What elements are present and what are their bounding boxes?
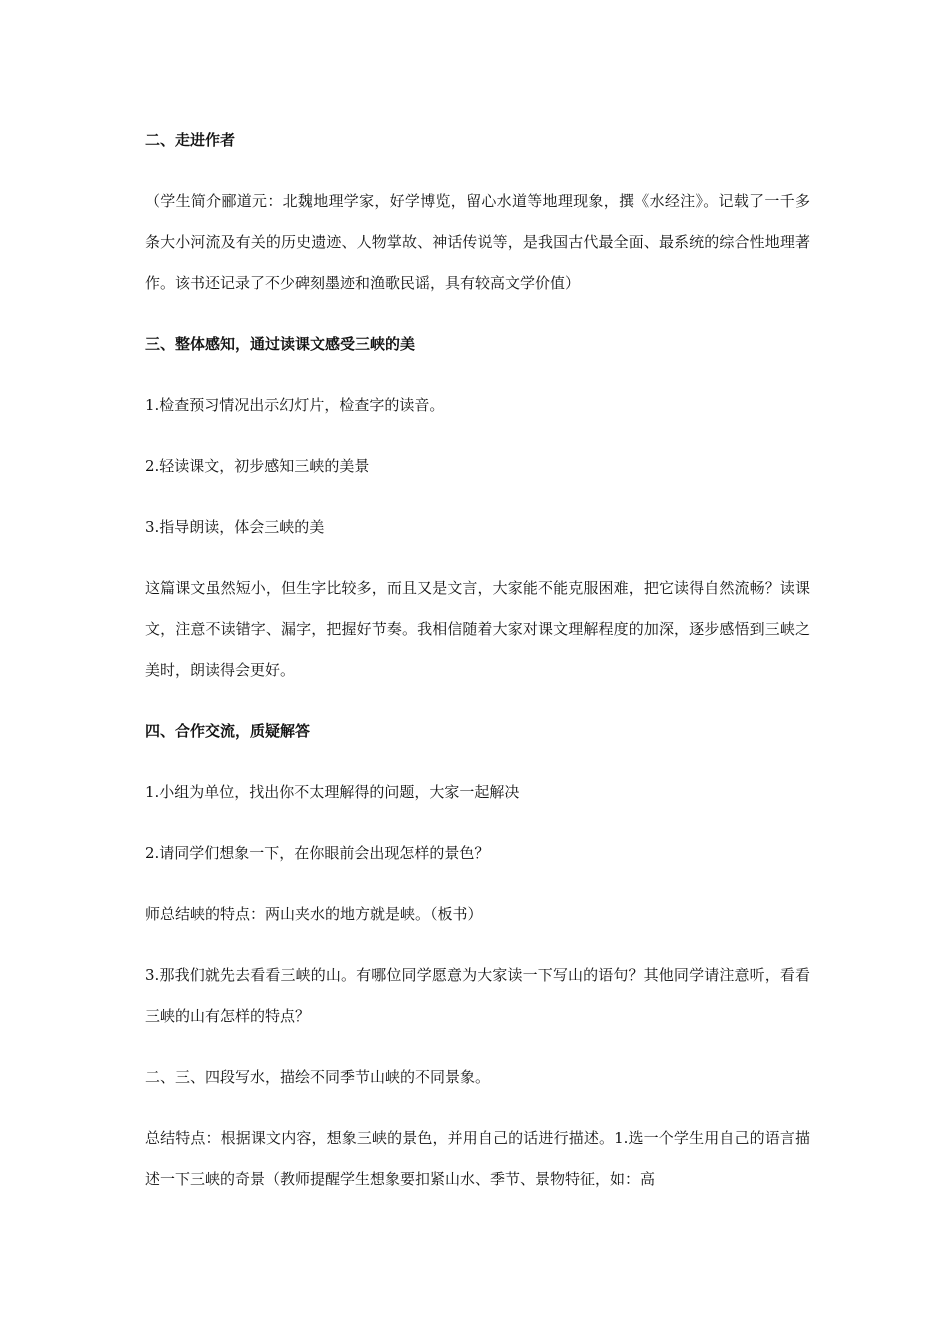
teacher-summary-paragraph: 师总结峡的特点：两山夹水的地方就是峡。（板书） <box>145 905 483 923</box>
water-paragraphs-note: 二、三、四段写水，描绘不同季节山峡的不同景象。 <box>145 1068 491 1086</box>
section-heading-overall-perception: 三、整体感知，通过读课文感受三峡的美 <box>145 335 416 353</box>
list-item: 2.轻读课文，初步感知三峡的美景 <box>145 457 370 475</box>
list-item: 1.小组为单位，找出你不太理解得的问题，大家一起解决 <box>145 783 520 801</box>
list-item: 2.请同学们想象一下，在你眼前会出现怎样的景色？ <box>145 844 490 862</box>
list-item: 1.检查预习情况出示幻灯片，检查字的读音。 <box>145 396 445 414</box>
reading-guide-paragraph: 这篇课文虽然短小，但生字比较多，而且又是文言，大家能不能克服困难，把它读得自然流畅？读课文，注意不读错字、漏字，把握好节奏。我相信随着大家对课文理解程度的加深，逐步感悟到三峡之美时，朗读得会更好。 <box>145 579 810 679</box>
list-item: 3.那我们就先去看看三峡的山。有哪位同学愿意为大家读一下写山的语句？其他同学请注意听，看看三峡的山有怎样的特点？ <box>145 966 810 1025</box>
summary-features-paragraph: 总结特点：根据课文内容，想象三峡的景色，并用自己的话进行描述。1.选一个学生用自己的语言描述一下三峡的奇景（教师提醒学生想象要扣紧山水、季节、景物特征，如：高 <box>145 1129 810 1188</box>
list-item: 3.指导朗读，体会三峡的美 <box>145 518 325 536</box>
document-body <box>145 120 810 1220</box>
section-heading-cooperation: 四、合作交流，质疑解答 <box>145 722 311 740</box>
author-intro-paragraph: （学生简介郦道元：北魏地理学家，好学博览，留心水道等地理现象，撰《水经注》。记载了一千多条大小河流及有关的历史遗迹、人物掌故、神话传说等，是我国古代最全面、最系统的综合性地理著作。该书还记录了不少碑刻墨迹和渔歌民谣，具有较高文学价值） <box>145 192 810 292</box>
section-heading-author: 二、走进作者 <box>145 131 236 149</box>
